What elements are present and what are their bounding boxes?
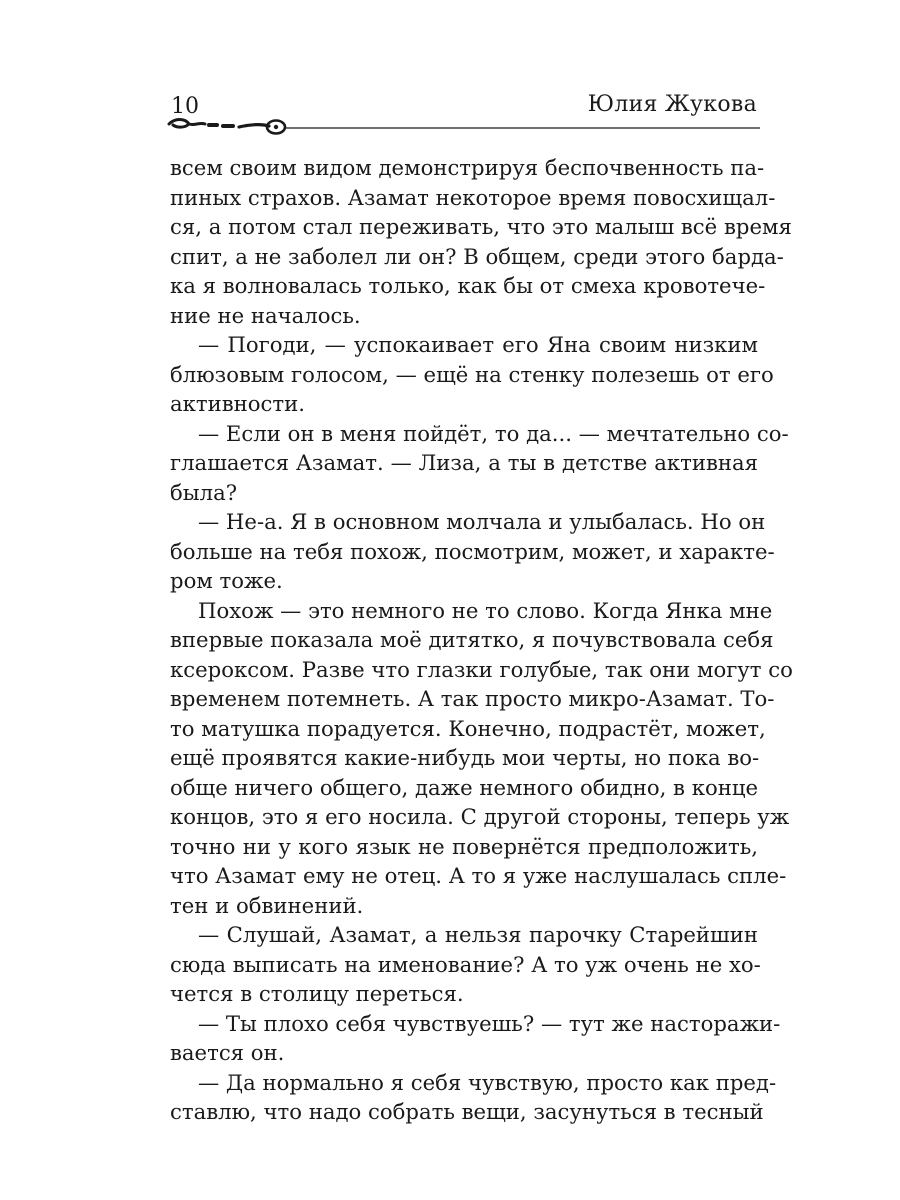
text-line: ка я волновалась только, как бы от смеха кровотече- — [170, 273, 766, 298]
paragraph — [170, 1068, 777, 1127]
text-line: спит, а не заболел ли он? В общем, среди этого барда- — [170, 243, 784, 269]
text-line: была? — [170, 479, 238, 505]
text-line: сюда выписать на именование? А то уж очень не хо- — [170, 951, 761, 977]
paragraph — [170, 330, 774, 419]
paragraph — [170, 507, 775, 596]
text-line: глашается Азамат. — Лиза, а ты в детстве активная — [170, 450, 758, 475]
page-number: 10 — [171, 94, 199, 119]
text-line: вается он. — [170, 1040, 285, 1065]
text-line: ещё проявятся какие-нибудь мои черты, но пока во- — [170, 745, 760, 770]
paragraph — [170, 419, 789, 508]
text-line: — Да нормально я себя чувствую, просто как пред- — [198, 1069, 777, 1095]
text-line: ся, а потом стал переживать, что это малыш всё время — [170, 214, 792, 239]
text-line: ставлю, что надо собрать вещи, засунуться в тесный — [170, 1099, 764, 1124]
body-text — [170, 153, 793, 1127]
text-line: больше на тебя похож, посмотрим, может, и характе- — [170, 538, 775, 564]
text-line: обще ничего общего, даже немного обидно, в конце — [170, 774, 758, 800]
header-ornament — [165, 114, 760, 142]
text-line: — Не-а. Я в основном молчала и улыбалась. Но он — [198, 509, 766, 534]
text-line: — Погоди, — успокаивает его Яна своим низким — [198, 332, 758, 357]
paragraph — [170, 596, 793, 921]
text-line: — Ты плохо себя чувствуешь? — тут же насторажи- — [198, 1010, 781, 1036]
text-line: тен и обвинений. — [170, 892, 364, 918]
paragraph — [170, 153, 792, 330]
text-line: — Если он в меня пойдёт, то да... — мечтательно со- — [198, 420, 789, 446]
text-line: — Слушай, Азамат, а нельзя парочку Старейшин — [198, 922, 758, 947]
text-line: временем потемнеть. А так просто микро-Азамат. То- — [170, 686, 775, 711]
paragraph — [170, 1009, 781, 1068]
text-line: точно ни у кого язык не повернётся предположить, — [170, 833, 758, 859]
text-line: ние не началось. — [170, 302, 361, 328]
text-line: ром тоже. — [170, 568, 283, 593]
text-line: всем своим видом демонстрируя беспочвенность па- — [170, 155, 765, 180]
text-line: Похож — это немного не то слово. Когда Янка мне — [198, 597, 773, 623]
text-line: то матушка порадуется. Конечно, подрастёт, может, — [170, 715, 766, 741]
text-line: блюзовым голосом, — ещё на стенку полезешь от его — [170, 361, 774, 387]
text-line: что Азамат ему не отец. А то я уже наслушалась спле- — [170, 863, 787, 888]
text-line: ксероксом. Разве что глазки голубые, так они могут со — [170, 656, 793, 682]
text-line: чется в столицу переться. — [170, 981, 464, 1006]
running-header-author: Юлия Жукова — [587, 92, 757, 117]
text-line: концов, это я его носила. С другой стороны, теперь уж — [170, 804, 790, 829]
paragraph — [170, 920, 761, 1009]
text-line: активности. — [170, 391, 305, 416]
text-line: впервые показала моё дитятко, я почувствовала себя — [170, 627, 774, 652]
text-line: пиных страхов. Азамат некоторое время повосхищал- — [170, 184, 776, 210]
